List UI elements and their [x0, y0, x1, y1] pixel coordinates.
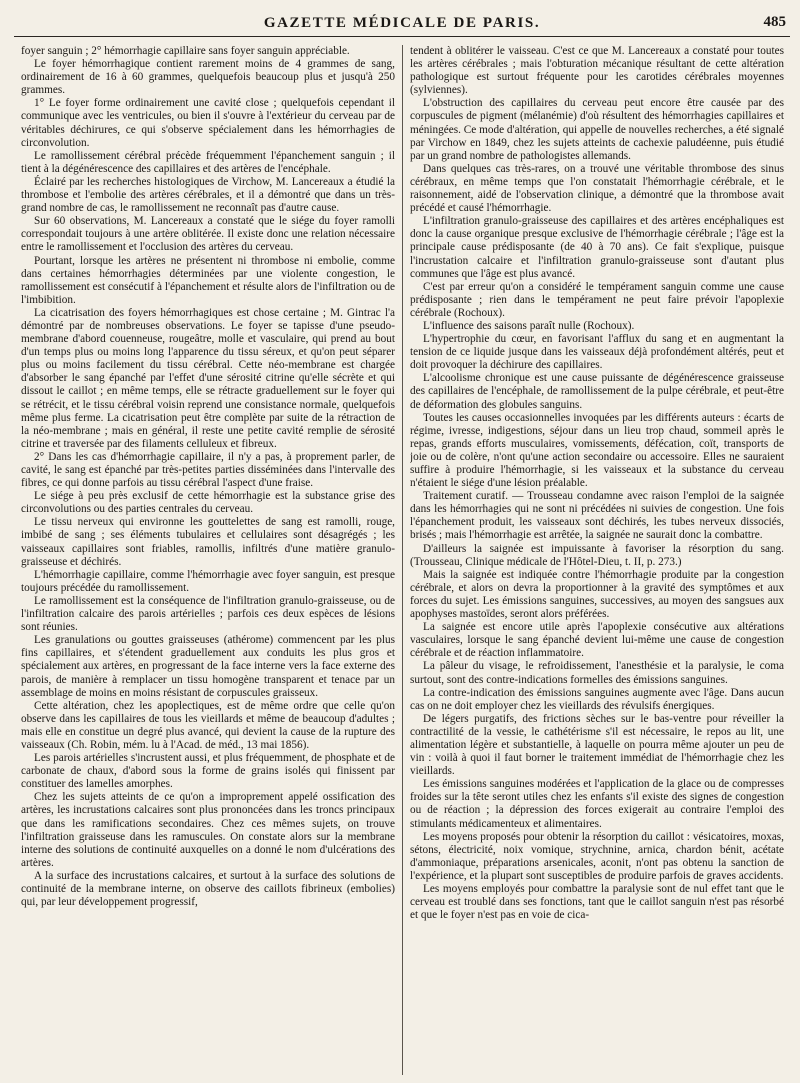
- left-column: [21, 45, 395, 1075]
- paragraph: C'est par erreur qu'on a considéré le tempérament sanguin comme une cause prédisposante ; rien dans le tempérament ne peut faire prévoir l'apoplexie cérébrale (Rochoux).: [410, 280, 784, 319]
- paragraph: Les moyens proposés pour obtenir la résorption du caillot : vésicatoires, moxas, sétons, électricité, noix vomique, strychnine, arnica, chardon bénit, acétate d'ammoniaque, préparations arsenicales, aconit, n'ont pas obtenu la sanction de l'expérience, et la plupart sont susceptibles de produire parfois de graves accidents.: [410, 830, 784, 882]
- paragraph: De légers purgatifs, des frictions sèches sur le bas-ventre pour réveiller la contractilité de la vessie, le cathétérisme s'il est nécessaire, le repos au lit, une alimentation légère et substantielle, à laquelle on pourra même ajouter un peu de vin : voilà à quoi il faut borner le traitement immédiat de l'hémorrhagie chez les vieillards.: [410, 712, 784, 778]
- paragraph: Chez les sujets atteints de ce qu'on a improprement appelé ossification des artères, les incrustations calcaires sont plus prononcées dans les troncs principaux que dans les ramifications secondaires. Chez ces mêmes sujets, on trouve l'infiltration graisseuse dans les ramuscules. On constate alors sur la membrane interne des solutions de continuité auxquelles on a donné le nom d'ulcérations des artères.: [21, 791, 395, 869]
- paragraph: Les émissions sanguines modérées et l'application de la glace ou de compresses froides sur la tête seront utiles chez les enfants s'il existe des signes de congestion ou de réaction ; la dépression des forces exigerait au contraire l'emploi des stimulants médicamenteux et alimentaires.: [410, 778, 784, 830]
- page-number: 485: [763, 14, 786, 30]
- paragraph: Les granulations ou gouttes graisseuses (athérome) commencent par les plus fins capillaires, et s'étendent graduellement aux conduits les plus gros et spécialement aux artères, en progressant de la face interne vers la face externe des parois, de manière à remplacer un tissu homogène transparent et tenace par un assemblage de moins en moins résistant de corpuscules graisseux.: [21, 634, 395, 699]
- page-header: [14, 14, 790, 37]
- paragraph: L'hémorrhagie capillaire, comme l'hémorrhagie avec foyer sanguin, est presque toujours précédée du ramollissement.: [21, 568, 395, 594]
- paragraph: foyer sanguin ; 2° hémorrhagie capillaire sans foyer sanguin appréciable.: [21, 45, 350, 57]
- paragraph: Pourtant, lorsque les artères ne présentent ni thrombose ni embolie, comme dans certaines hémorrhagies déterminées par une violente congestion, le ramollissement est consécutif à l'épanchement et résulte alors de l'infiltration ou de l'imbibition.: [21, 254, 395, 306]
- paragraph: L'infiltration granulo-graisseuse des capillaires et des artères encéphaliques est donc la cause organique presque exclusive de l'hémorrhagie cérébrale ; l'âge est la principale cause prédisposante (de 40 à 70 ans). Ce fait s'explique, puisque l'incrustation calcaire et l'infiltration granulo-graisseuse sont d'autant plus communes que l'âge est plus avancé.: [410, 215, 784, 280]
- journal-title: GAZETTE MÉDICALE DE PARIS.: [263, 15, 541, 31]
- paragraph: L'influence des saisons paraît nulle (Rochoux).: [423, 319, 635, 332]
- paragraph: La cicatrisation des foyers hémorrhagiques est chose certaine ; M. Gintrac l'a démontré par de nombreuses observations. Le foyer se tapisse d'une pseudo-membrane d'abord couenneuse, rougeâtre, molle et vasculaire, qui prend au bout d'un temps plus ou moins long l'apparence du tissu séreux, et qu'on peut séparer plus ou moins facilement du tissu cérébral. Cette néo-membrane est chargée d'absorber le sang épanché par l'effet d'une sérosité citrine qu'elle sécrète et qui dissout le caillot ; en même temps, elle se rétracte graduellement sur le foyer qui se rétrécit, et le tissu cérébral voisin reprend une consistance normale, quelquefois même plus ferme. La cicatrisation peut être complète par suite de la rétraction de la néo-membrane ; mais en général, il reste une petite cavité remplie de sérosité citrine et traversée par des filaments celluleux et fibreux.: [21, 306, 395, 450]
- right-column: [410, 45, 784, 1075]
- paragraph: La saignée est encore utile après l'apoplexie consécutive aux altérations vasculaires, lorsque le sang épanché devient lui-même une cause de congestion cérébrale et de réaction inflammatoire.: [410, 621, 784, 660]
- paragraph: Le foyer hémorrhagique contient rarement moins de 4 grammes de sang, ordinairement de 16 à 60 grammes, quelquefois beaucoup plus et jusqu'à 250 grammes.: [21, 58, 395, 97]
- paragraph: Éclairé par les recherches histologiques de Virchow, M. Lancereaux a étudié la thrombose et l'embolie des artères cérébrales, et il a démontré que dans un très-grand nombre de cas, le ramollissement ne reconnaît pas d'autre cause.: [21, 175, 395, 215]
- paragraph: La pâleur du visage, le refroidissement, l'anesthésie et la paralysie, le coma surtout, sont des contre-indications formelles des émissions sanguines.: [410, 660, 784, 686]
- paragraph: La contre-indication des émissions sanguines augmente avec l'âge. Dans aucun cas on ne doit employer chez les vieillards des révulsifs énergiques.: [410, 686, 784, 712]
- paragraph: L'obstruction des capillaires du cerveau peut encore être causée par des corpuscules de pigment (mélanémie) d'où résultent des hémorrhagies capillaires et méningées. Ce mode d'altération, qui appelle de nouvelles recherches, a été signalé par Virchow en 1849, chez les sujets atteints de cachexie paludéenne, puis étudié par un grand nombre de pathologistes allemands.: [410, 97, 784, 162]
- paragraph: 2° Dans les cas d'hémorrhagie capillaire, il n'y a pas, à proprement parler, de cavité, le sang est épanché par très-petites parties disséminées dans l'intervalle des fibres, ce qui donne parfois au tissu cérébral l'aspect d'une fraise.: [21, 450, 395, 490]
- paragraph: Sur 60 observations, M. Lancereaux a constaté que le siége du foyer ramolli correspondait toujours à une artère oblitérée. Il existe donc une relation nécessaire entre le ramollissement et l'occlusion des artères du cerveau.: [21, 215, 395, 254]
- paragraph: Les moyens employés pour combattre la paralysie sont de nul effet tant que le cerveau est troublé dans ses fonctions, tant que le caillot sanguin n'est pas résorbé et que le foyer n'est pas en voie de cica-: [410, 883, 784, 922]
- paragraph: L'alcoolisme chronique est une cause puissante de dégénérescence graisseuse des capillaires de l'encéphale, de ramollissement de la pulpe cérébrale, et peut-être de déformation des globules sanguins.: [410, 372, 784, 411]
- paragraph: Le siége à peu près exclusif de cette hémorrhagie est la substance grise des circonvolutions ou des parties centrales du cerveau.: [21, 490, 395, 516]
- paragraph: Cette altération, chez les apoplectiques, est de même ordre que celle qu'on observe dans les capillaires de tous les vieillards et même de beaucoup d'adultes ; mais elle en constitue un degré plus avancé, qui devient la cause de la rupture des vaisseaux (Ch. Robin, mém. lu à l'Acad. de méd., 13 mai 1856).: [21, 699, 395, 751]
- paragraph: Le ramollissement cérébral précède fréquemment l'épanchement sanguin ; il tient à la dégénérescence des capillaires et des artères de l'encéphale.: [21, 149, 395, 175]
- paragraph: D'ailleurs la saignée est impuissante à favoriser la résorption du sang. (Trousseau, Clinique médicale de l'Hôtel-Dieu, t. II, p. 273.): [410, 542, 784, 568]
- column-divider: [402, 45, 403, 1075]
- paragraph: Mais la saignée est indiquée contre l'hémorrhagie produite par la congestion cérébrale, et alors on devra la proportionner à la gravité des symptômes et aux forces du sujet. Les émissions sanguines, successives, au moyen des sangsues aux apophyses mastoïdes, seront alors préférées.: [410, 568, 784, 621]
- paragraph: 1° Le foyer forme ordinairement une cavité close ; quelquefois cependant il communique avec les ventricules, ou bien il s'ouvre à l'extérieur du cerveau par de véritables déchirures, ce qui s'observe spécialement dans les hémorrhagies de circonvolution.: [21, 97, 395, 149]
- paragraph: Dans quelques cas très-rares, on a trouvé une véritable thrombose des sinus cérébraux, en même temps que l'on constatait l'hémorrhagie cérébrale, et le raisonnement, aidé de l'observation clinique, a démontré que la thrombose avait précédé et causé l'hémorrhagie.: [410, 162, 784, 215]
- paragraph: A la surface des incrustations calcaires, et surtout à la surface des solutions de continuité de la membrane interne, on observe des caillots fibrineux (embolies) qui, par leur développement progressif,: [21, 869, 395, 909]
- paragraph: Le tissu nerveux qui environne les gouttelettes de sang est ramolli, rouge, imbibé de sang ; ses éléments tubulaires et cellulaires sont désagrégés ; les vaisseaux capillaires sont friables, ramollis, infiltrés d'une matière granulo-graisseuse et déchirés.: [21, 516, 395, 568]
- paragraph: Toutes les causes occasionnelles invoquées par les différents auteurs : écarts de régime, ivresse, indigestions, séjour dans un lieu trop chaud, sommeil après le repas, grands efforts musculaires, vomissements, défécation, coït, transports de joie ou de colère, n'ont qu'une action secondaire ou accessoire. Elles ne sauraient suffire à produire l'hémorrhagie, si les vaisseaux et la substance du cerveau n'étaient le siége d'une lésion préalable.: [410, 411, 784, 490]
- paragraph: Les parois artérielles s'incrustent aussi, et plus fréquemment, de phosphate et de carbonate de chaux, d'abord sous la forme de grains isolés qui finissent par constituer des lamelles amorphes.: [21, 752, 395, 791]
- paragraph: Le ramollissement est la conséquence de l'infiltration granulo-graisseuse, ou de l'infiltration calcaire des parois artérielles ; parfois ces deux espèces de lésions sont réunies.: [21, 594, 395, 634]
- paragraph: L'hypertrophie du cœur, en favorisant l'afflux du sang et en augmentant la tension de ce liquide jusque dans les vaisseaux déjà profondément altérés, peut et doit provoquer la déchirure des capillaires.: [410, 333, 784, 372]
- paragraph: tendent à oblitérer le vaisseau. C'est ce que M. Lancereaux a constaté pour toutes les artères cérébrales ; mais l'obturation mécanique résultant de cette altération pathologique est surtout fréquente pour les carotides cérébrales moyennes (sylviennes).: [410, 45, 784, 97]
- paragraph: Traitement curatif. — Trousseau condamne avec raison l'emploi de la saignée dans les hémorrhagies qui ne sont ni précédées ni suivies de congestion. Une fois l'épanchement produit, les vaisseaux sont déchirés, les tubes nerveux dissociés, brisés ; mais l'hémorrhagie est arrêtée, la saignée ne saurait donc la combattre.: [410, 490, 784, 542]
